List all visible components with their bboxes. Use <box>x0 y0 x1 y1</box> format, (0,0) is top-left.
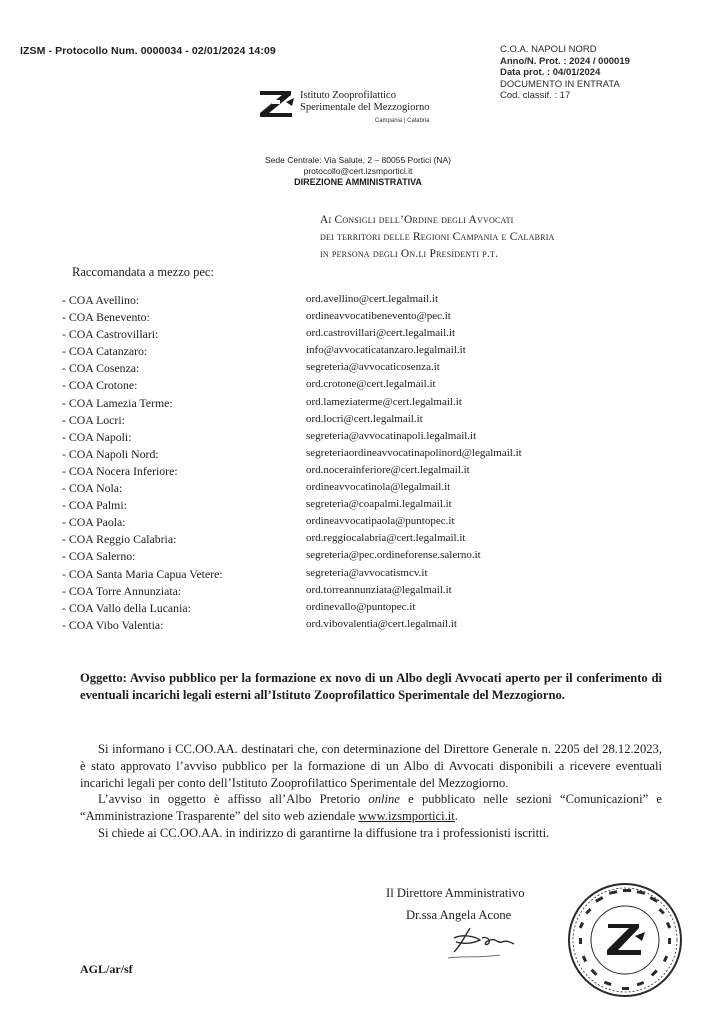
addressee-block <box>320 212 555 263</box>
recipient-email: info@avvocaticatanzaro.legalmail.it <box>306 344 466 357</box>
body-text: e pubblicato nelle sezioni “Comunicazioni” e “Amministrazione Trasparente” del sito web aziendale <box>80 792 662 824</box>
body-paragraph: Si informano i CC.OO.AA. destinatari che, con determinazione del Direttore Generale n. 2205 del 28.12.2023, è stato approvato l’avviso pubblico per la formazione di un Albo di Avvocati disponibili a ricevere eventuali incarichi legali per conto dell’Istituto Zooprofilattico Sperimentale del Mezzogiorno. <box>80 742 662 790</box>
body-text-italic: online <box>368 792 400 807</box>
recipient-email: ord.reggiocalabria@cert.legalmail.it <box>306 532 466 545</box>
recipient-name: - COA Nola: <box>62 481 123 496</box>
recipient-row <box>62 498 622 515</box>
recipient-row <box>62 584 622 601</box>
recipient-name: - COA Salerno: <box>62 549 136 564</box>
handwritten-signature-icon <box>440 922 530 962</box>
recipient-name: - COA Castrovillari: <box>62 327 159 342</box>
institute-name-line2: Sperimentale del Mezzogiorno <box>300 102 430 113</box>
recipient-row <box>62 618 622 635</box>
recipient-name: - COA Vallo della Lucania: <box>62 600 191 615</box>
institute-seal-icon <box>565 880 685 1000</box>
signatory-name: Dr.ssa Angela Acone <box>406 908 512 922</box>
addressee-line: in persona degli On.li Presidenti p.t. <box>320 248 499 260</box>
body-paragraph: Si chiede ai CC.OO.AA. in indirizzo di garantirne la diffusione tra i professionisti iscritti. <box>98 825 550 840</box>
registry-stamp <box>500 44 630 102</box>
registry-class: Cod. classif. : 17 <box>500 90 571 101</box>
recipient-email: segreteriaordineavvocatinapolinord@legalmail.it <box>306 446 522 459</box>
recipient-list <box>62 293 622 635</box>
recipient-email: ord.torreannunziata@legalmail.it <box>306 583 452 596</box>
website-link[interactable]: www.izsmportici.it <box>358 809 455 824</box>
recipient-name: - COA Paola: <box>62 515 126 530</box>
document-reference: AGL/ar/sf <box>80 962 133 976</box>
recipient-name: - COA Napoli: <box>62 429 132 444</box>
recipient-name: - COA Lamezia Terme: <box>62 395 173 410</box>
subject-text: Avviso pubblico per la formazione ex novo di un Albo degli Avvocati aperto per il conferimento di eventuali incarichi legali esterni all’Istituto Zooprofilattico Sperimentale del Mezzogiorno. <box>80 671 662 702</box>
recipient-row <box>62 413 622 430</box>
recipient-row <box>62 310 622 327</box>
institute-pec: protocollo@cert.izsmportici.it <box>303 166 413 176</box>
recipient-email: ordineavvocatinola@legalmail.it <box>306 481 451 494</box>
recipient-row <box>62 549 622 566</box>
recipient-row <box>62 344 622 361</box>
institute-address-block <box>238 155 478 188</box>
recipient-name: - COA Napoli Nord: <box>62 446 159 461</box>
recipient-name: - COA Crotone: <box>62 378 138 393</box>
recipient-email: ord.vibovalentia@cert.legalmail.it <box>306 617 457 630</box>
recipient-email: ordineavvocatibenevento@pec.it <box>306 310 451 323</box>
recipient-row <box>62 481 622 498</box>
body-text: L’avviso in oggetto è affisso all’Albo Pretorio <box>98 792 369 807</box>
recipient-name: - COA Catanzaro: <box>62 344 148 359</box>
recipient-row <box>62 396 622 413</box>
registry-prot: Anno/N. Prot. : 2024 / 000019 <box>500 55 630 67</box>
recipient-row <box>62 532 622 549</box>
recipient-email: ord.castrovillari@cert.legalmail.it <box>306 327 456 340</box>
addressee-line: dei territori delle Regioni Campania e Calabria <box>320 231 555 243</box>
recipient-name: - COA Nocera Inferiore: <box>62 463 178 478</box>
protocol-number: IZSM - Protocollo Num. 0000034 - 02/01/2024 14:09 <box>20 45 276 57</box>
recipient-email: segreteria@avvocatismcv.it <box>306 566 428 579</box>
subject-block <box>80 670 662 704</box>
recipient-name: - COA Locri: <box>62 412 125 427</box>
institute-address: Sede Centrale: Via Salute, 2 – 80055 Portici (NA) <box>264 155 451 165</box>
addressee-line: Ai Consigli dell’Ordine degli Avvocati <box>320 214 514 226</box>
recipient-row <box>62 464 622 481</box>
recipient-row <box>62 601 622 618</box>
recipient-email: segreteria@avvocatinapoli.legalmail.it <box>306 429 477 442</box>
recipient-name: - COA Palmi: <box>62 498 127 513</box>
recipient-row <box>62 567 622 584</box>
recipient-email: ord.crotone@cert.legalmail.it <box>306 378 436 391</box>
registry-date: Data prot. : 04/01/2024 <box>500 67 601 78</box>
subject-label: Oggetto: <box>80 671 127 685</box>
recipient-email: ordineavvocatipaola@puntopec.it <box>306 515 455 528</box>
institute-name-line1: Istituto Zooprofilattico <box>300 90 396 101</box>
registry-doc-type: DOCUMENTO IN ENTRATA <box>500 78 620 90</box>
letter-body <box>80 741 662 842</box>
recipient-name: - COA Santa Maria Capua Vetere: <box>62 566 223 581</box>
recipient-row <box>62 327 622 344</box>
department-title: DIREZIONE AMMINISTRATIVA <box>294 177 422 187</box>
recipient-email: segreteria@coapalmi.legalmail.it <box>306 498 452 511</box>
recipient-email: ord.avellino@cert.legalmail.it <box>306 293 438 305</box>
body-text: . <box>454 809 458 824</box>
recipient-email: ord.locri@cert.legalmail.it <box>306 412 423 425</box>
recipient-row <box>62 515 622 532</box>
recipient-name: - COA Torre Annunziata: <box>62 583 182 598</box>
body-paragraph <box>80 791 662 825</box>
recipient-row <box>62 293 622 310</box>
recipient-email: ord.lameziaterme@cert.legalmail.it <box>306 395 462 408</box>
recipient-name: - COA Benevento: <box>62 310 150 325</box>
recipient-row <box>62 430 622 447</box>
recipient-email: ord.nocerainferiore@cert.legalmail.it <box>306 463 470 476</box>
recipient-row <box>62 361 622 378</box>
registry-office: C.O.A. NAPOLI NORD <box>500 44 597 55</box>
recipient-row <box>62 378 622 395</box>
institute-logo-icon <box>258 88 296 120</box>
institute-regions: Campania | Calabria <box>374 118 430 124</box>
recipient-name: - COA Reggio Calabria: <box>62 532 177 547</box>
recipient-name: - COA Vibo Valentia: <box>62 617 164 632</box>
recipient-email: ordinevallo@puntopec.it <box>306 600 416 613</box>
delivery-method: Raccomandata a mezzo pec: <box>72 265 214 279</box>
recipient-email: segreteria@pec.ordineforense.salerno.it <box>306 549 481 562</box>
recipient-email: segreteria@avvocaticosenza.it <box>306 361 440 374</box>
signatory-role: Il Direttore Amministrativo <box>386 886 525 900</box>
institute-name <box>300 90 429 127</box>
recipient-name: - COA Avellino: <box>62 293 140 307</box>
recipient-row <box>62 447 622 464</box>
recipient-name: - COA Cosenza: <box>62 361 140 376</box>
